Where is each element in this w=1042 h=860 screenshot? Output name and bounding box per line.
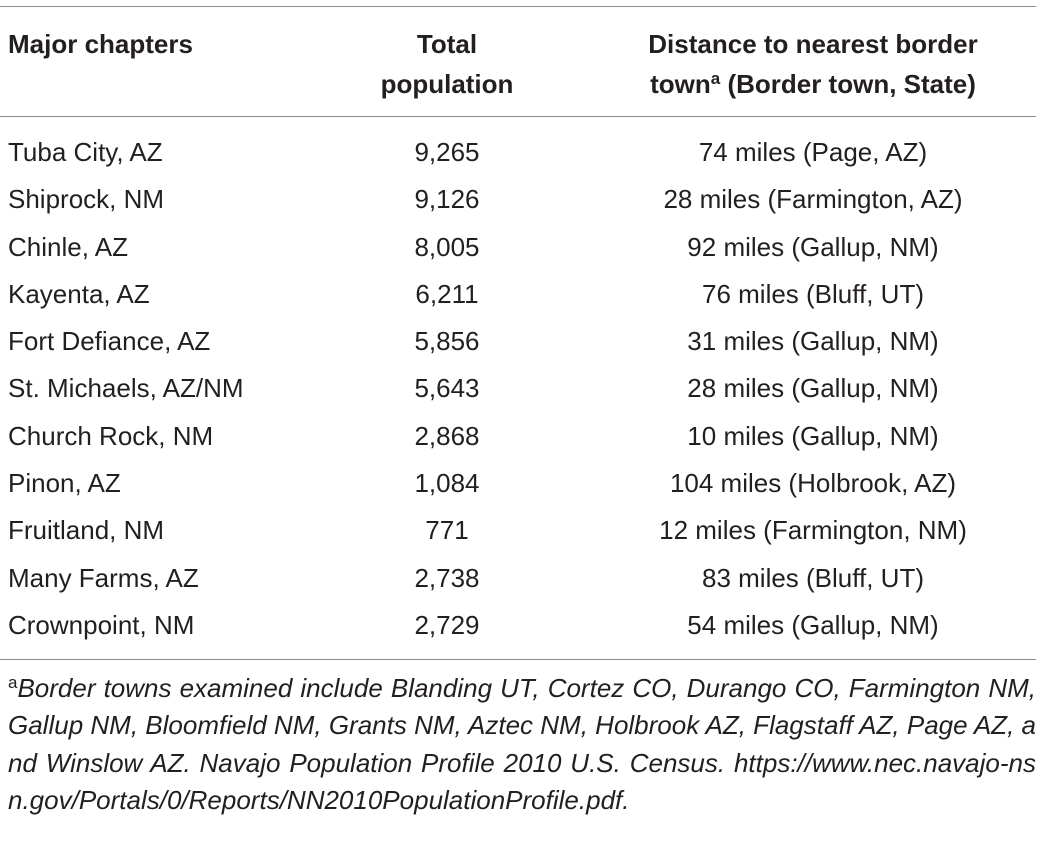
table-footnote: [8, 670, 1036, 819]
table-row: [0, 507, 1036, 554]
header-distance-line2: [590, 64, 1036, 104]
distance-cell: 28 miles (Gallup, NM): [687, 373, 939, 404]
table-row: [0, 555, 1036, 602]
population-cell: 771: [425, 515, 469, 546]
header-distance-line1: Distance to nearest border: [648, 29, 978, 59]
table-row: [0, 129, 1036, 176]
chapter-cell: Fort Defiance, AZ: [8, 326, 211, 357]
chapter-cell: St. Michaels, AZ/NM: [8, 373, 244, 404]
distance-cell: 12 miles (Farmington, NM): [659, 515, 967, 546]
distance-cell: 76 miles (Bluff, UT): [701, 278, 924, 309]
distance-cell: 104 miles (Holbrook, AZ): [669, 468, 957, 499]
population-cell: 2,868: [414, 420, 480, 451]
header-total-population-line2: population: [380, 69, 514, 99]
table-row: [0, 460, 1036, 507]
population-cell: 5,856: [414, 326, 480, 357]
footnote-mark: a: [8, 673, 18, 692]
population-cell: 9,126: [414, 184, 480, 215]
footnote-text: Border towns examined include Blanding UT, Cortez CO, Durango CO, Farmington NM, Gallup NM, Bloomfield NM, Grants NM, Aztec NM, Holbrook AZ, Flagstaff AZ, Page AZ, and Winslow AZ. Navajo Population Profile 2010 U.S. Census. https://www.nec.navajo-nsn.gov/Portals/0/Reports/NN2010PopulationProfile.pdf.: [8, 673, 1036, 815]
distance-cell: 74 miles (Page, AZ): [698, 137, 928, 167]
chapter-cell: Kayenta, AZ: [8, 278, 150, 309]
chapter-cell: Chinle, AZ: [8, 231, 128, 262]
header-major-chapters: [8, 24, 193, 64]
chapter-cell: Pinon, AZ: [8, 468, 121, 499]
chapter-cell: Church Rock, NM: [8, 420, 214, 451]
header-major-chapters-label: Major chapters: [8, 29, 193, 59]
header-distance-footnote-mark: a: [710, 69, 721, 88]
chapter-cell: Tuba City, AZ: [8, 137, 163, 167]
distance-cell: 28 miles (Farmington, AZ): [663, 184, 963, 215]
population-cell: 2,738: [414, 562, 480, 593]
distance-cell: 54 miles (Gallup, NM): [687, 609, 939, 640]
header-total-population: [352, 24, 542, 104]
header-total-population-line1: Total: [416, 29, 478, 59]
table-bottom-rule: [0, 659, 1036, 660]
chapter-cell: Shiprock, NM: [8, 184, 165, 215]
chapter-cell: Crownpoint, NM: [8, 609, 195, 640]
population-cell: 6,211: [415, 278, 479, 309]
table-row: [0, 413, 1036, 460]
population-cell: 8,005: [414, 231, 480, 262]
table-body: [0, 129, 1036, 649]
population-cell: 9,265: [414, 137, 480, 167]
distance-cell: 10 miles (Gallup, NM): [687, 420, 939, 451]
population-cell: 1,084: [414, 468, 480, 499]
table-row: [0, 176, 1036, 223]
header-distance-suffix: (Border town, State): [720, 69, 976, 99]
distance-cell: 31 miles (Gallup, NM): [687, 326, 939, 357]
table-row: [0, 365, 1036, 412]
chapter-cell: Fruitland, NM: [8, 515, 165, 546]
header-distance: [590, 24, 1036, 104]
table-row: [0, 318, 1036, 365]
population-cell: 2,729: [414, 609, 480, 640]
chapter-cell: Many Farms, AZ: [8, 562, 199, 593]
table-top-rule: [0, 6, 1036, 7]
header-distance-town: town: [650, 69, 711, 99]
distance-cell: 83 miles (Bluff, UT): [701, 562, 924, 593]
distance-cell: 92 miles (Gallup, NM): [687, 231, 939, 262]
population-cell: 5,643: [414, 373, 480, 404]
table-row: [0, 602, 1036, 649]
table-row: [0, 224, 1036, 271]
header-bottom-rule: [0, 116, 1036, 117]
table-row: [0, 271, 1036, 318]
